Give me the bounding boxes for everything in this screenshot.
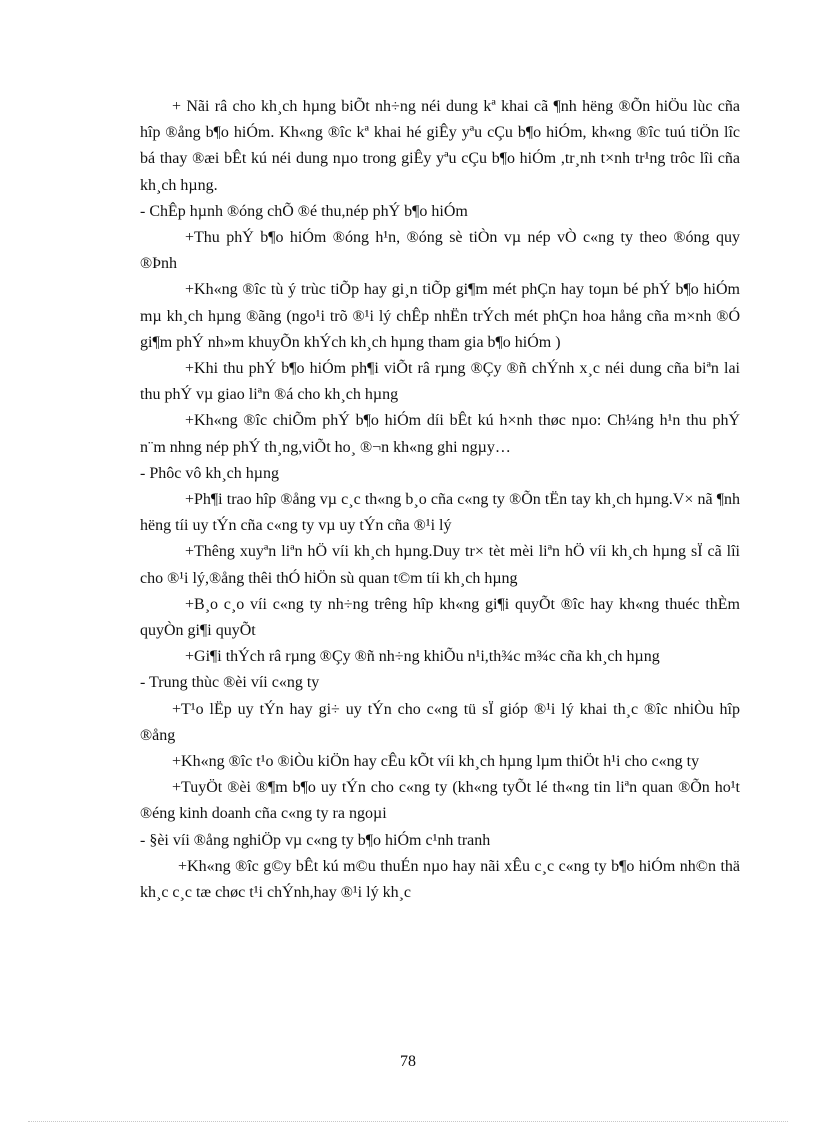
paragraph: +Khi thu phÝ b¶o hiÓm ph¶i viÕt râ rµng ®Çy ®ñ chÝnh x¸c néi dung cña biªn lai thu phÝ vµ giao liªn ®á cho kh¸ch hµng [140, 360, 740, 404]
section-heading: - ChÊp hµnh ®óng chÕ ®é thu,nép phÝ b¶o hiÓm [140, 202, 468, 220]
section-heading: - §èi víi ®ång nghiÖp vµ c«ng ty b¶o hiÓm c¹nh tranh [140, 831, 491, 849]
page-bottom-divider [28, 1121, 788, 1122]
paragraph: +Ph¶i trao hîp ®ång vµ c¸c th«ng b¸o cña c«ng ty ®Õn tËn tay kh¸ch hµng.V× nã ¶nh hëng tíi uy tÝn cña c«ng ty vµ uy tÝn cña ®¹i lý [140, 491, 740, 535]
paragraph: + Nãi râ cho kh¸ch hµng biÕt nh÷ng néi dung kª khai cã ¶nh hëng ®Õn hiÖu lùc cña hîp ®ång b¶o hiÓm. Kh«ng ®îc kª khai hé giÊy yªu cÇu b¶o hiÓm, kh«ng ®îc tuú tiÖn lîc bá thay ®æi bÊt kú néi dung nµo trong giÊy yªu cÇu b¶o hiÓm ,tr¸nh t×nh tr¹ng trôc lîi cña kh¸ch hµng. [140, 98, 740, 194]
section-heading: - Phôc vô kh¸ch hµng [140, 464, 279, 482]
paragraph: +TuyÖt ®èi ®¶m b¶o uy tÝn cho c«ng ty (kh«ng tyÕt lé th«ng tin liªn quan ®Õn ho¹t ®éng kinh doanh cña c«ng ty ra ngoµi [140, 779, 740, 823]
section-heading: - Trung thùc ®èi víi c«ng ty [140, 674, 320, 692]
paragraph: +Gi¶i thÝch râ rµng ®Çy ®ñ nh÷ng khiÕu n¹i,th¾c m¾c cña kh¸ch hµng [185, 648, 660, 666]
paragraph: +Kh«ng ®îc tù ý trùc tiÕp hay gi¸n tiÕp gi¶m mét phÇn hay toµn bé phÝ b¶o hiÓm mµ kh¸ch hµng ®ãng (ngo¹i trõ ®¹i lý chÊp nhËn trÝch mét phÇn hoa hång cña m×nh ®Ó gi¶m phÝ nh»m khuyÕn khÝch kh¸ch hµng tham gia b¶o hiÓm ) [140, 281, 740, 351]
paragraph: +B¸o c¸o víi c«ng ty nh÷ng trêng hîp kh«ng gi¶i quyÕt ®îc hay kh«ng thuéc thÈm quyÒn gi¶i quyÕt [140, 595, 740, 640]
paragraph: +Thêng xuyªn liªn hÖ víi kh¸ch hµng.Duy tr× tèt mèi liªn hÖ víi kh¸ch hµng sÏ cã lîi cho ®¹i lý,®ång thêi thÓ hiÖn sù quan t©m tíi kh¸ch hµng [140, 543, 740, 587]
paragraph: +Kh«ng ®îc chiÕm phÝ b¶o hiÓm díi bÊt kú h×nh thøc nµo: Ch¼ng h¹n thu phÝ n¨m nhng nép phÝ th¸ng,viÕt ho¸ ®¬n kh«ng ghi ngµy… [140, 412, 740, 456]
paragraph: +Kh«ng ®îc g©y bÊt kú m©u thuÉn nµo hay nãi xÊu c¸c c«ng ty b¶o hiÓm nh©n thä kh¸c c¸c tæ chøc t¹i chÝnh,hay ®¹i lý kh¸c [140, 857, 740, 902]
paragraph: +Thu phÝ b¶o hiÓm ®óng h¹n, ®óng sè tiÒn vµ nép vÒ c«ng ty theo ®óng quy ®Þnh [140, 229, 740, 273]
page-number: 78 [400, 1053, 416, 1070]
paragraph: +T¹o lËp uy tÝn hay gi÷ uy tÝn cho c«ng tü sÏ gióp ®¹i lý khai th¸c ®îc nhiÒu hîp ®ång [140, 700, 740, 744]
body-text [140, 94, 740, 906]
paragraph: +Kh«ng ®îc t¹o ®iÒu kiÖn hay cÊu kÕt víi kh¸ch hµng lµm thiÖt h¹i cho c«ng ty [172, 753, 700, 771]
